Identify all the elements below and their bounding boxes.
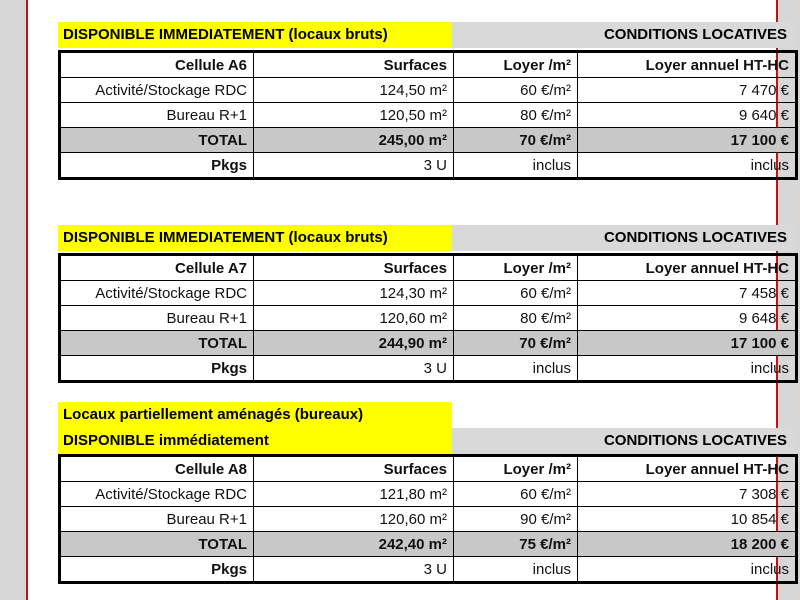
total-annual-rent: 17 100 € <box>578 128 797 153</box>
availability-banner <box>58 22 452 48</box>
parking-annual-rent: inclus <box>578 153 797 179</box>
rent-per-m2-header: Loyer /m² <box>454 456 578 482</box>
rent-per-m2-value: 60 €/m² <box>454 482 578 507</box>
parking-row <box>60 356 797 382</box>
rent-per-m2-value: 90 €/m² <box>454 507 578 532</box>
surface-value: 124,50 m² <box>254 78 454 103</box>
fit-out-text: Locaux partiellement aménagés (bureaux) <box>63 406 364 423</box>
surface-value: 120,60 m² <box>254 306 454 331</box>
rent-per-m2-value: 60 €/m² <box>454 78 578 103</box>
parking-units: 3 U <box>254 557 454 583</box>
block-header <box>58 225 795 253</box>
total-surface: 242,40 m² <box>254 532 454 557</box>
surfaces-header: Surfaces <box>254 52 454 78</box>
rent-per-m2-header: Loyer /m² <box>454 255 578 281</box>
annual-rent-value: 7 470 € <box>578 78 797 103</box>
table-row <box>60 507 797 532</box>
block-header <box>58 402 795 454</box>
parking-label: Pkgs <box>60 356 254 382</box>
annual-rent-header: Loyer annuel HT-HC <box>578 255 797 281</box>
table-header-row <box>60 255 797 281</box>
rent-per-m2-header: Loyer /m² <box>454 52 578 78</box>
table-header-row <box>60 52 797 78</box>
row-label: Bureau R+1 <box>60 103 254 128</box>
total-row <box>60 331 797 356</box>
surfaces-header: Surfaces <box>254 255 454 281</box>
parking-label: Pkgs <box>60 153 254 179</box>
surface-value: 121,80 m² <box>254 482 454 507</box>
cell-a6-block <box>58 22 795 180</box>
rental-table <box>58 253 798 383</box>
total-annual-rent: 18 200 € <box>578 532 797 557</box>
cell-name-header: Cellule A8 <box>60 456 254 482</box>
rent-per-m2-value: 60 €/m² <box>454 281 578 306</box>
cell-name-header: Cellule A7 <box>60 255 254 281</box>
rental-table <box>58 50 798 180</box>
total-rent-per-m2: 70 €/m² <box>454 331 578 356</box>
total-row <box>60 128 797 153</box>
availability-banner <box>58 225 452 251</box>
surfaces-header: Surfaces <box>254 456 454 482</box>
block-header <box>58 22 795 50</box>
row-label: Activité/Stockage RDC <box>60 78 254 103</box>
parking-label: Pkgs <box>60 557 254 583</box>
total-annual-rent: 17 100 € <box>578 331 797 356</box>
total-row <box>60 532 797 557</box>
table-row <box>60 306 797 331</box>
annual-rent-value: 9 640 € <box>578 103 797 128</box>
rent-per-m2-value: 80 €/m² <box>454 103 578 128</box>
parking-annual-rent: inclus <box>578 557 797 583</box>
rental-table <box>58 454 798 584</box>
row-label: Activité/Stockage RDC <box>60 281 254 306</box>
cell-a8-block <box>58 402 795 584</box>
parking-units: 3 U <box>254 153 454 179</box>
row-label: Bureau R+1 <box>60 507 254 532</box>
conditions-title: CONDITIONS LOCATIVES <box>452 22 795 48</box>
conditions-title: CONDITIONS LOCATIVES <box>452 428 795 454</box>
parking-rent-per-m2: inclus <box>454 356 578 382</box>
table-row <box>60 482 797 507</box>
availability-banner <box>58 402 452 454</box>
table-row <box>60 78 797 103</box>
parking-units: 3 U <box>254 356 454 382</box>
total-label: TOTAL <box>60 331 254 356</box>
total-surface: 245,00 m² <box>254 128 454 153</box>
table-row <box>60 281 797 306</box>
parking-rent-per-m2: inclus <box>454 557 578 583</box>
row-label: Activité/Stockage RDC <box>60 482 254 507</box>
cell-a7-block <box>58 225 795 383</box>
total-rent-per-m2: 70 €/m² <box>454 128 578 153</box>
annual-rent-value: 7 308 € <box>578 482 797 507</box>
annual-rent-value: 7 458 € <box>578 281 797 306</box>
surface-value: 124,30 m² <box>254 281 454 306</box>
parking-annual-rent: inclus <box>578 356 797 382</box>
document-page <box>26 0 789 600</box>
table-row <box>60 103 797 128</box>
cell-name-header: Cellule A6 <box>60 52 254 78</box>
availability-text: DISPONIBLE IMMEDIATEMENT (locaux bruts) <box>63 26 388 43</box>
total-surface: 244,90 m² <box>254 331 454 356</box>
parking-row <box>60 557 797 583</box>
surface-value: 120,50 m² <box>254 103 454 128</box>
annual-rent-value: 10 854 € <box>578 507 797 532</box>
total-rent-per-m2: 75 €/m² <box>454 532 578 557</box>
conditions-title: CONDITIONS LOCATIVES <box>452 225 795 251</box>
annual-rent-header: Loyer annuel HT-HC <box>578 456 797 482</box>
parking-rent-per-m2: inclus <box>454 153 578 179</box>
total-label: TOTAL <box>60 532 254 557</box>
surface-value: 120,60 m² <box>254 507 454 532</box>
availability-text: DISPONIBLE IMMEDIATEMENT (locaux bruts) <box>63 229 388 246</box>
row-label: Bureau R+1 <box>60 306 254 331</box>
annual-rent-value: 9 648 € <box>578 306 797 331</box>
table-header-row <box>60 456 797 482</box>
parking-row <box>60 153 797 179</box>
annual-rent-header: Loyer annuel HT-HC <box>578 52 797 78</box>
total-label: TOTAL <box>60 128 254 153</box>
availability-text: DISPONIBLE immédiatement <box>63 432 269 449</box>
rent-per-m2-value: 80 €/m² <box>454 306 578 331</box>
